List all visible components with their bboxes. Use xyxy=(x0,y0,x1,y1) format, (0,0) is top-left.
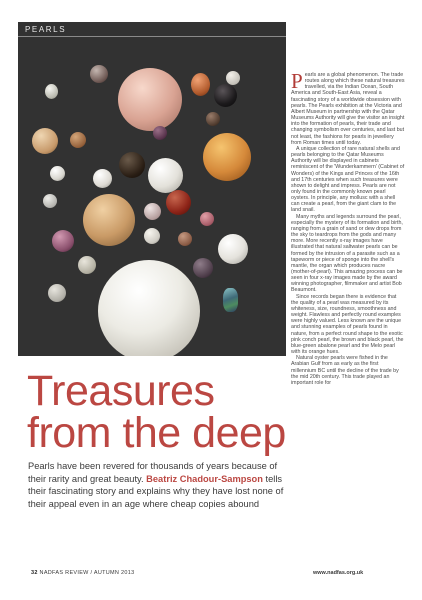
page-footer-left xyxy=(31,570,134,576)
article-body xyxy=(291,69,405,386)
pearl xyxy=(144,203,161,220)
pearl xyxy=(50,166,65,181)
website-url: www.nadfas.org.uk xyxy=(313,570,364,576)
section-label: PEARLS xyxy=(25,25,67,34)
article-headline: Treasures from the deep xyxy=(27,367,286,457)
page-number: 32 xyxy=(31,570,38,576)
pearl xyxy=(90,65,108,83)
body-paragraph: Many myths and legends surround the pearl, especially the mystery of its formation and birth, ranging from a grain of sand or dew drops from the sky to teardrops from the gods and many more. More recently x-ray images have illustrated that natural saltwater pearls can be formed by the intrusion of a parasite such as a tapeworm or piece of sponge into the shell's mantle, the organ which produces nacre (mother-of-pearl). This amazing process can be seen in four x-ray images made by the award winning photographer, filmmaker and artist Bob Beaumont. xyxy=(291,213,403,294)
pearl xyxy=(83,194,135,246)
pearl xyxy=(191,73,210,96)
pearl xyxy=(218,234,248,264)
abalone-pearl xyxy=(223,288,238,312)
pearl xyxy=(178,232,192,246)
pearl xyxy=(153,126,167,140)
standfirst-rest: tells their fascinating story and explains why they have lost none of their appeal even in an age where cheap copies abound xyxy=(28,473,284,510)
pearl xyxy=(43,194,57,208)
pearls-photograph xyxy=(18,22,286,356)
article-standfirst xyxy=(28,460,290,511)
pearl xyxy=(48,284,66,302)
standfirst-lead: Pearls have been revered for thousands of years because of their rarity and great beauty. xyxy=(28,461,278,484)
pearl xyxy=(193,258,213,278)
section-divider xyxy=(18,36,286,37)
body-paragraph: Since records began there is evidence that the quality of a pearl was measured by its whiteness, size, roundness, smoothness and weight. Flawless and perfectly round examples were highly valued. Less known are the unique and stunning examples of pearls found in nature, from a perfect round shape to the exotic pink conch pearl, the brown and black pearl, the blue-green abalone pearl and the Melo pearl with its orange hues. xyxy=(291,293,404,356)
pearl xyxy=(93,169,112,188)
pearl xyxy=(144,228,160,244)
body-paragraph-text: earls are a global phenomenon. The trade routes along which these natural treasures travelled, via the Indian Ocean, South America and South-East Asia, reveal a fascinating story of a worldwide obsession with pearls. The Pearls exhibition at the Victoria and Albert Museum in partnership with the Qatar Museums Authority will give the visitor an insight into the formation of pearls, their trade and changing symbolism over centuries, and last but not least, the fashions for pearls in jewellery from Roman times until today. xyxy=(291,72,405,146)
pearl xyxy=(214,84,237,107)
pearl xyxy=(78,256,96,274)
pearl xyxy=(148,158,183,193)
pearl xyxy=(200,212,214,226)
pearl xyxy=(166,190,191,215)
body-paragraph: A unique collection of rare natural shells and pearls belonging to the Qatar Museums Authority will be displayed in cabinets reminiscent of the 'Wunderkammern' (Cabinet of Wonders) of the Kings and Princes of the 16th and 17th centuries when such treasures were shown to delight and impress. Pearls are not only found in the commonly known pearl oysters. In principle, any mollusc with a shell can create a pearl, from the giant clam to the land snail. xyxy=(291,145,405,214)
body-paragraph xyxy=(291,69,405,146)
pearl xyxy=(206,112,220,126)
body-paragraph: Natural oyster pearls were fished in the Arabian Gulf from as early as the first millennium BC until the decline of the trade by the mid 20th century. This trade played an important role for xyxy=(291,355,399,386)
pearl xyxy=(98,260,200,356)
pearl xyxy=(32,128,58,154)
pearl xyxy=(45,84,58,99)
pearl xyxy=(52,230,74,252)
author-name: Beatriz Chadour-Sampson xyxy=(146,473,263,484)
pearl xyxy=(118,68,182,131)
pearl xyxy=(70,132,86,148)
drop-cap: P xyxy=(291,69,303,93)
pearl xyxy=(226,71,240,85)
pearl xyxy=(203,133,251,181)
publication-name: NADFAS REVIEW / AUTUMN 2013 xyxy=(39,570,135,576)
pearl xyxy=(119,152,145,178)
